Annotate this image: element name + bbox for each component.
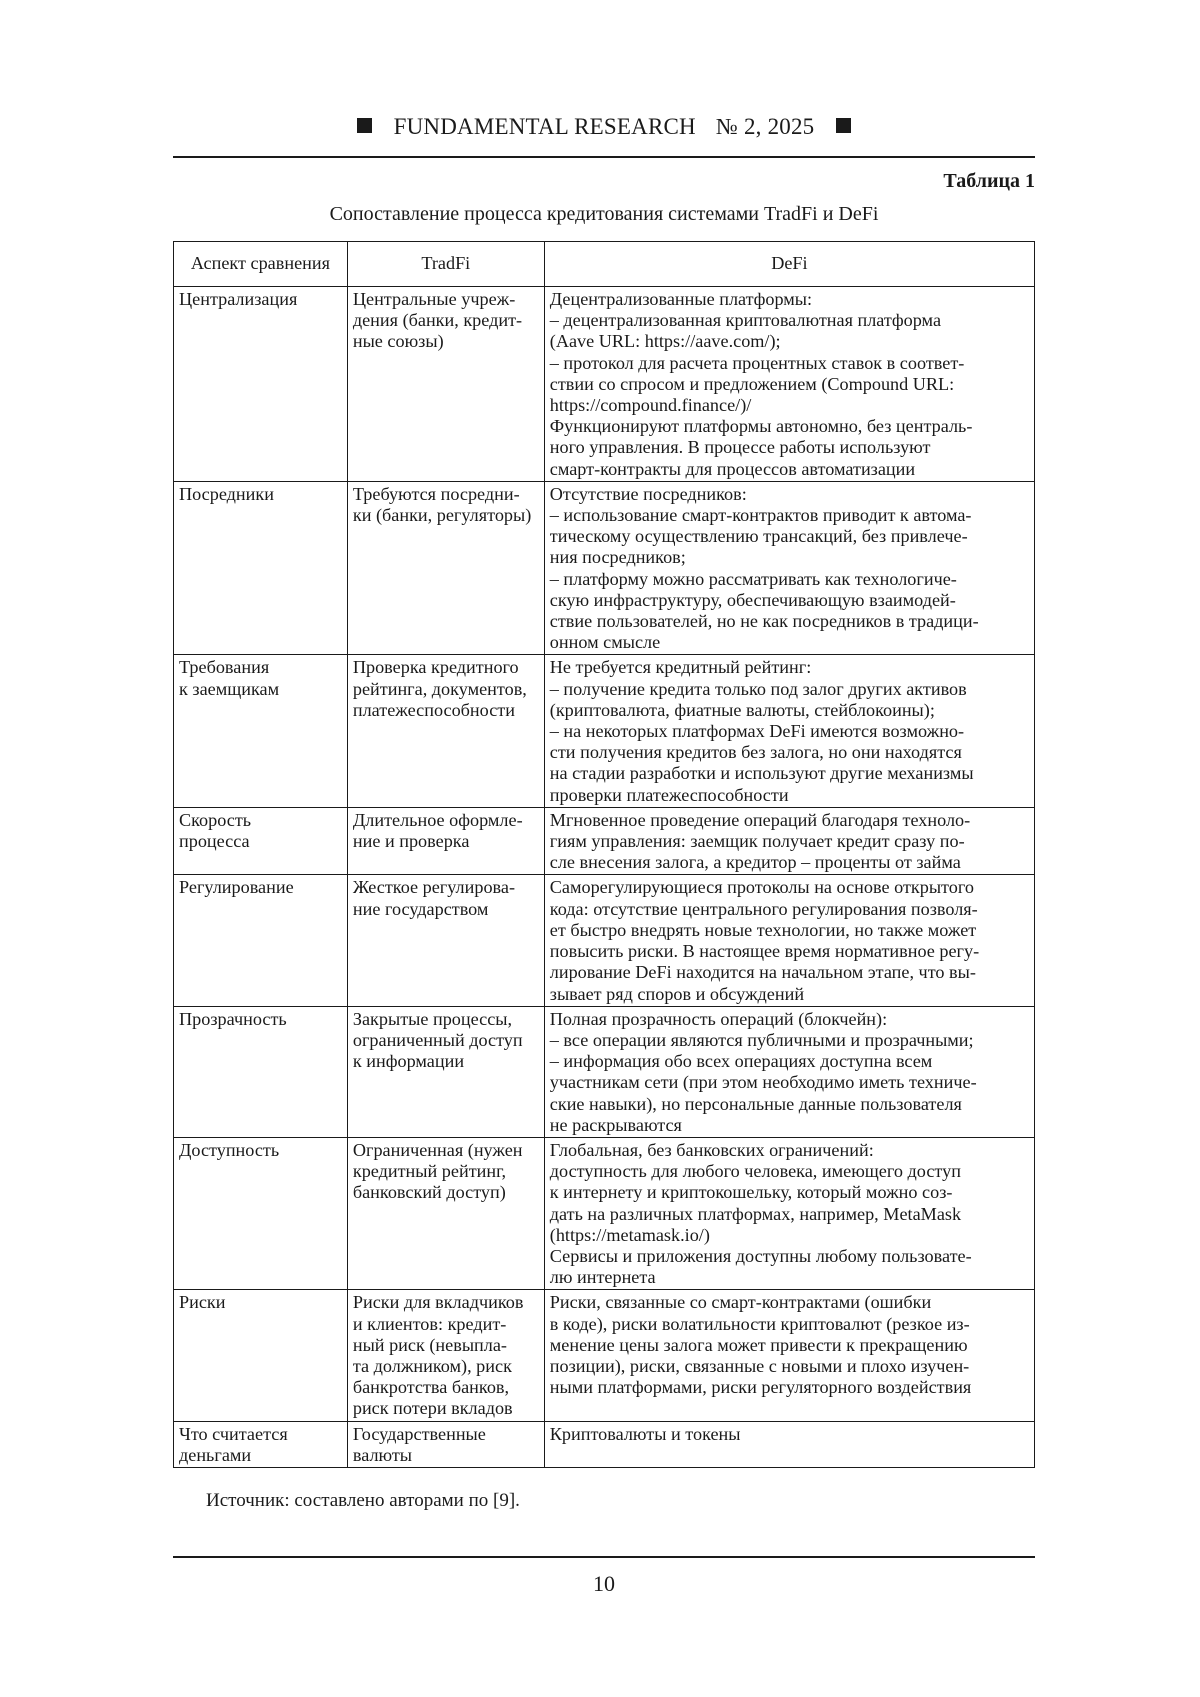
cell-text-line: дать на различных платформах, например, MetaMask xyxy=(549,1203,962,1224)
table-row xyxy=(174,1137,1035,1289)
cell-text-line: процесса xyxy=(179,831,250,852)
cell-text-line: участникам сети (при этом необходимо иметь техниче- xyxy=(549,1072,977,1093)
cell-text-line: в коде), риски волатильности криптовалют (резкое из- xyxy=(549,1313,970,1334)
defi-cell xyxy=(544,655,1034,807)
cell-text-line: Закрытые процессы, xyxy=(352,1008,513,1029)
cell-text-line: валюты xyxy=(352,1444,413,1465)
cell-text-line: лю интернета xyxy=(549,1267,656,1288)
cell-text-line: Глобальная, без банковских ограничений: xyxy=(549,1139,874,1160)
cell-text-line: Криптовалюты и токены xyxy=(549,1423,741,1444)
column-header-defi: DeFi xyxy=(544,242,1034,287)
cell-text-line: ки (банки, регуляторы) xyxy=(352,505,532,526)
cell-text-line: сле внесения залога, а кредитор – проценты от займа xyxy=(549,852,961,873)
cell-text-line: – децентрализованная криптовалютная платформа xyxy=(549,310,942,331)
cell-text-line: платежеспособности xyxy=(352,699,515,720)
cell-text-line: ствии со спросом и предложением (Compound URL: xyxy=(549,373,955,394)
defi-cell xyxy=(544,1137,1034,1289)
cell-text-line: ет быстро внедрять новые технологии, но также может xyxy=(549,919,977,940)
cell-text-line: ограниченный доступ xyxy=(352,1029,523,1050)
table-label: Таблица 1 xyxy=(943,170,1035,192)
defi-cell xyxy=(544,807,1034,875)
cell-text-line: сти получения кредитов без залога, но они находятся xyxy=(549,742,962,763)
cell-text-line: – получение кредита только под залог других активов xyxy=(549,678,967,699)
cell-text-line: ские навыки), но персональные данные пользователя xyxy=(549,1093,962,1114)
footer-rule xyxy=(173,1556,1035,1558)
running-head xyxy=(173,112,1035,142)
aspect-cell xyxy=(174,875,348,1006)
cell-text-line: Сервисы и приложения доступны любому пользовате- xyxy=(549,1245,972,1266)
tradfi-cell xyxy=(347,807,544,875)
cell-text-line: к заемщикам xyxy=(179,678,280,699)
cell-text-line: – все операции являются публичными и прозрачными; xyxy=(549,1029,974,1050)
cell-text-line: Саморегулирующиеся протоколы на основе открытого xyxy=(549,877,974,898)
tradfi-cell xyxy=(347,1290,544,1421)
cell-text-line: риск потери вкладов xyxy=(352,1398,513,1419)
aspect-cell xyxy=(174,655,348,807)
cell-text-line: ние государством xyxy=(352,898,489,919)
cell-text-line: позиции), риски, связанные с новыми и плохо изучен- xyxy=(549,1355,970,1376)
aspect-cell xyxy=(174,1006,348,1137)
cell-text-line: Государственные xyxy=(352,1423,486,1444)
header-rule xyxy=(173,156,1035,158)
square-bullet-icon xyxy=(357,118,372,133)
cell-text-line: ный риск (невыпла- xyxy=(352,1334,507,1355)
cell-text-line: кода: отсутствие центрального регулирования позволя- xyxy=(549,898,978,919)
cell-text-line: Функционируют платформы автономно, без централь- xyxy=(549,416,973,437)
cell-text-line: Требования xyxy=(179,657,270,678)
cell-text-line: – информация обо всех операциях доступна всем xyxy=(549,1051,933,1072)
cell-text-line: банкротства банков, xyxy=(352,1377,510,1398)
page-number: 10 xyxy=(593,1571,615,1596)
cell-text-line: к интернету и криптокошельку, который можно соз- xyxy=(549,1182,953,1203)
cell-text-line: Требуются посредни- xyxy=(352,483,520,504)
table-caption: Сопоставление процесса кредитования системами TradFi и DeFi xyxy=(329,203,879,225)
cell-text-line: ного управления. В процессе работы используют xyxy=(549,437,931,458)
aspect-cell xyxy=(174,287,348,482)
journal-name: FUNDAMENTAL RESEARCH xyxy=(393,114,696,139)
tradfi-cell xyxy=(347,1421,544,1467)
cell-text-line: Скорость xyxy=(179,809,252,830)
cell-text-line: Прозрачность xyxy=(179,1008,287,1029)
table-row xyxy=(174,875,1035,1006)
table-row xyxy=(174,1290,1035,1421)
cell-text-line: – протокол для расчета процентных ставок в соответ- xyxy=(549,352,965,373)
column-header-aspect: Аспект сравнения xyxy=(174,242,348,287)
aspect-cell xyxy=(174,1137,348,1289)
cell-text-line: (Aave URL: https://aave.com/); xyxy=(549,331,781,352)
cell-text-line: Доступность xyxy=(179,1139,280,1160)
cell-text-line: – платформу можно рассматривать как технологиче- xyxy=(549,568,957,589)
source-note: Источник: составлено авторами по [9]. xyxy=(206,1490,520,1511)
aspect-cell xyxy=(174,1290,348,1421)
cell-text-line: банковский доступ) xyxy=(352,1182,506,1203)
cell-text-line: Мгновенное проведение операций благодаря техноло- xyxy=(549,809,971,830)
tradfi-cell xyxy=(347,875,544,1006)
cell-text-line: Жесткое регулирова- xyxy=(352,877,516,898)
cell-text-line: https://compound.finance/)/ xyxy=(549,395,752,416)
cell-text-line: зывает ряд споров и обсуждений xyxy=(549,983,805,1004)
cell-text-line: Централизация xyxy=(179,289,298,309)
cell-text-line: проверки платежеспособности xyxy=(549,784,789,805)
tradfi-cell xyxy=(347,287,544,482)
cell-text-line: доступность для любого человека, имеющего доступ xyxy=(549,1161,961,1182)
issue-year: 2025 xyxy=(767,114,815,139)
table-row xyxy=(174,655,1035,807)
cell-text-line: Что считается xyxy=(179,1423,288,1444)
table-row xyxy=(174,287,1035,482)
defi-cell xyxy=(544,287,1034,482)
cell-text-line: к информации xyxy=(352,1051,465,1072)
cell-text-line: ствие пользователей, но не как посредников в традици- xyxy=(549,611,979,632)
tradfi-cell xyxy=(347,1137,544,1289)
cell-text-line: Полная прозрачность операций (блокчейн): xyxy=(549,1008,888,1029)
cell-text-line: Посредники xyxy=(179,483,274,504)
cell-text-line: – использование смарт-контрактов приводит к автома- xyxy=(549,505,972,526)
cell-text-line: ния посредников; xyxy=(549,547,686,568)
aspect-cell xyxy=(174,481,348,655)
column-header-tradfi: TradFi xyxy=(347,242,544,287)
cell-text-line: и клиентов: кредит- xyxy=(352,1313,507,1334)
cell-text-line: – на некоторых платформах DeFi имеются возможно- xyxy=(549,721,965,742)
cell-text-line: Риски для вкладчиков xyxy=(352,1292,524,1313)
table-header-row xyxy=(174,242,1035,287)
defi-cell xyxy=(544,1421,1034,1467)
cell-text-line: Ограниченная (нужен xyxy=(352,1139,523,1160)
cell-text-line: деньгами xyxy=(179,1444,252,1465)
aspect-cell xyxy=(174,807,348,875)
cell-text-line: Длительное оформле- xyxy=(352,809,523,830)
tradfi-cell xyxy=(347,1006,544,1137)
aspect-cell xyxy=(174,1421,348,1467)
square-bullet-icon xyxy=(836,118,851,133)
tradfi-cell xyxy=(347,655,544,807)
cell-text-line: не раскрываются xyxy=(549,1114,682,1135)
cell-text-line: менение цены залога может привести к прекращению xyxy=(549,1334,968,1355)
table-row xyxy=(174,481,1035,655)
cell-text-line: Центральные учреж- xyxy=(352,289,516,309)
table-row xyxy=(174,807,1035,875)
defi-cell xyxy=(544,1006,1034,1137)
cell-text-line: Риски xyxy=(179,1292,226,1313)
cell-text-line: Отсутствие посредников: xyxy=(549,483,747,504)
table-row xyxy=(174,1006,1035,1137)
cell-text-line: онном смысле xyxy=(549,632,661,653)
cell-text-line: та должником), риск xyxy=(352,1355,512,1376)
cell-text-line: рейтинга, документов, xyxy=(352,678,527,699)
table-row xyxy=(174,1421,1035,1467)
cell-text-line: гиям управления: заемщик получает кредит сразу по- xyxy=(549,831,965,852)
cell-text-line: Не требуется кредитный рейтинг: xyxy=(549,657,812,678)
table-body xyxy=(174,287,1035,1468)
cell-text-line: тическому осуществлению трансакций, без привлече- xyxy=(549,526,968,547)
cell-text-line: лирование DeFi находится на начальном этапе, что вы- xyxy=(549,962,976,983)
cell-text-line: ными платформами, риски регуляторного воздействия xyxy=(549,1377,972,1398)
defi-cell xyxy=(544,1290,1034,1421)
issue-number: № 2, xyxy=(715,114,762,139)
cell-text-line: (https://metamask.io/) xyxy=(549,1224,710,1245)
cell-text-line: ные союзы) xyxy=(352,331,444,352)
comparison-table xyxy=(173,241,1035,1468)
tradfi-cell xyxy=(347,481,544,655)
defi-cell xyxy=(544,875,1034,1006)
cell-text-line: смарт-контракты для процессов автоматизации xyxy=(549,458,916,479)
cell-text-line: повысить риски. В настоящее время нормативное регу- xyxy=(549,941,980,962)
cell-text-line: Децентрализованные платформы: xyxy=(549,289,813,309)
cell-text-line: Регулирование xyxy=(179,877,294,898)
cell-text-line: скую инфраструктуру, обеспечивающую взаимодей- xyxy=(549,589,956,610)
defi-cell xyxy=(544,481,1034,655)
cell-text-line: кредитный рейтинг, xyxy=(352,1161,507,1182)
cell-text-line: ние и проверка xyxy=(352,831,470,852)
cell-text-line: дения (банки, кредит- xyxy=(352,310,523,331)
cell-text-line: (криптовалюта, фиатные валюты, стейблокоины); xyxy=(549,699,935,720)
cell-text-line: на стадии разработки и используют другие механизмы xyxy=(549,763,974,784)
cell-text-line: Риски, связанные со смарт-контрактами (ошибки xyxy=(549,1292,932,1313)
cell-text-line: Проверка кредитного xyxy=(352,657,519,678)
